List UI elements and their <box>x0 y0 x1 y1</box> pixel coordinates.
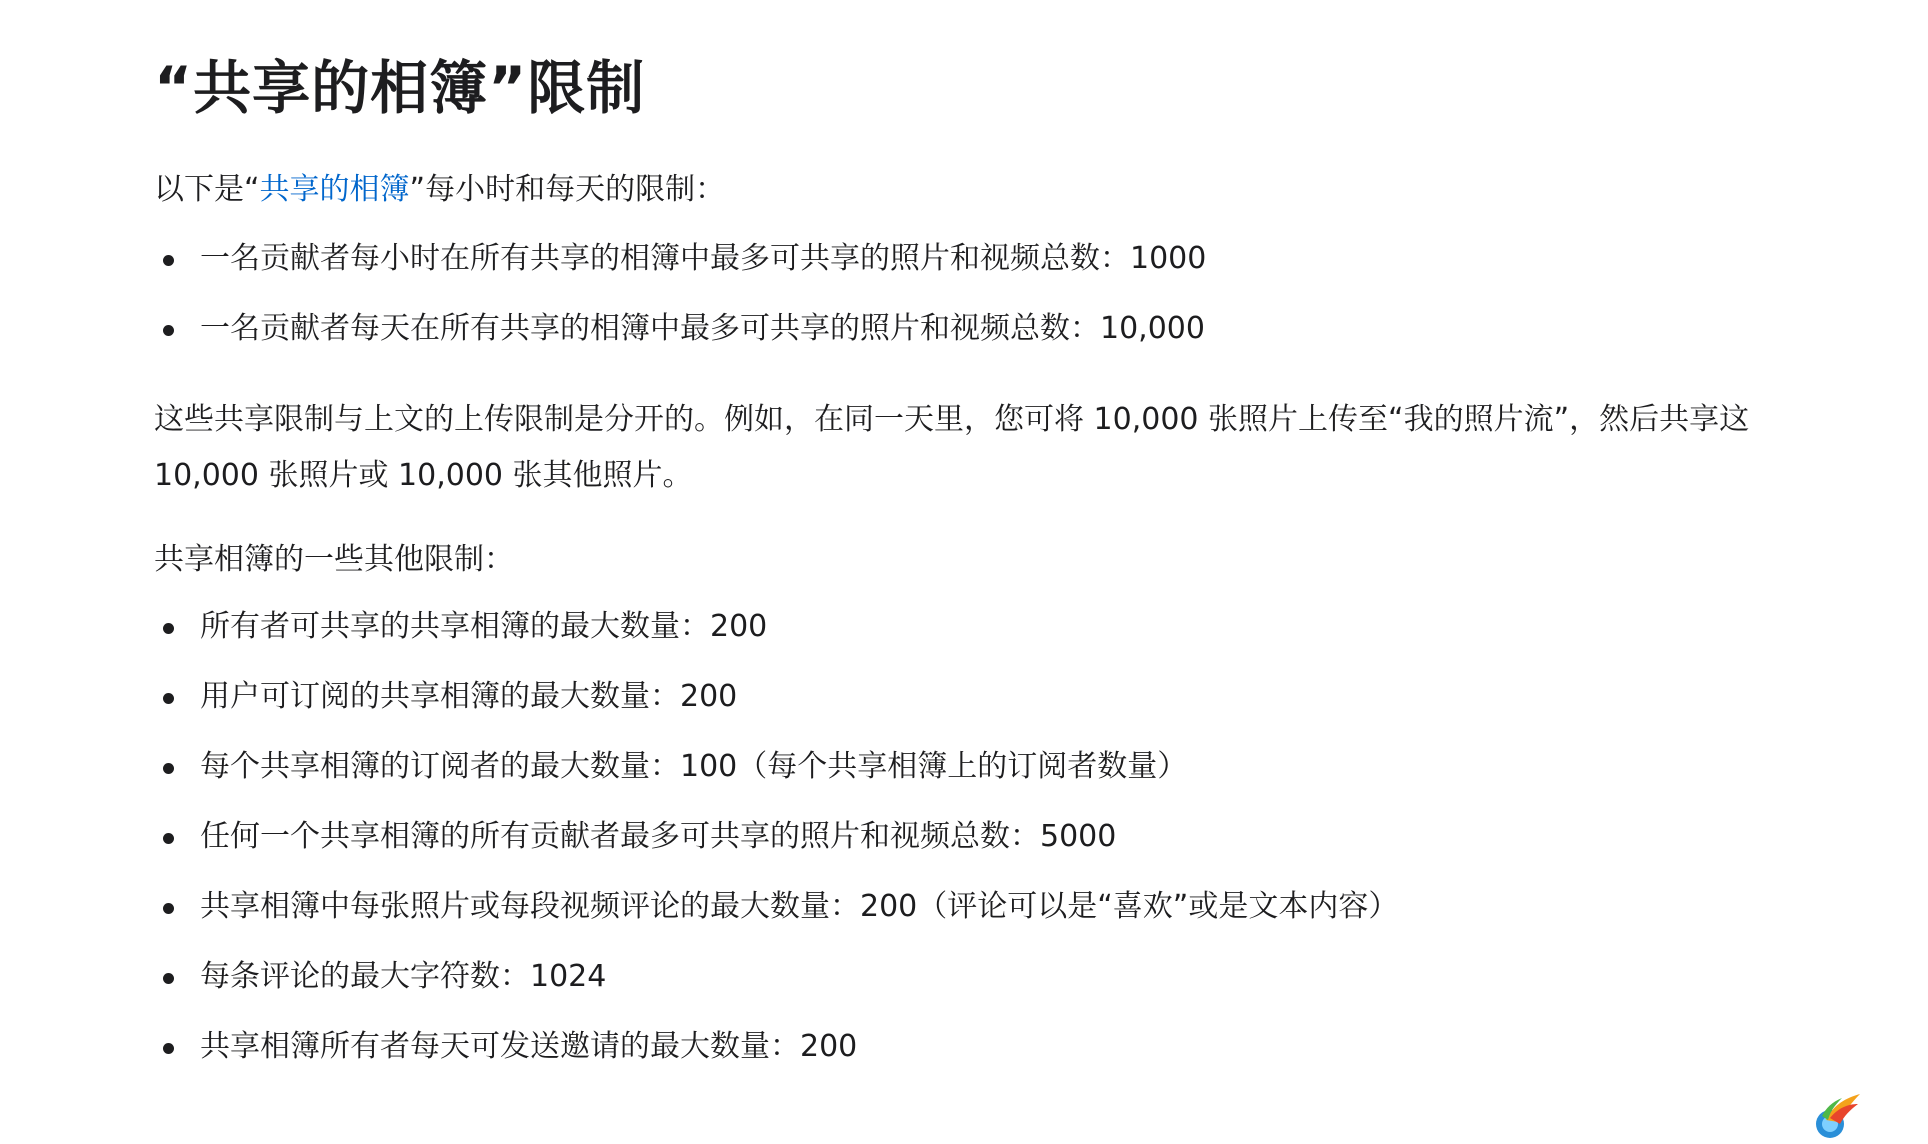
other-limits-list <box>154 592 1854 1082</box>
list-item: 一名贡献者每天在所有共享的相簿中最多可共享的照片和视频总数：10,000 <box>154 294 1854 364</box>
list-item: 一名贡献者每小时在所有共享的相簿中最多可共享的照片和视频总数：1000 <box>154 224 1854 294</box>
intro-suffix: ”每小时和每天的限制： <box>409 172 726 207</box>
note-paragraph: 这些共享限制与上文的上传限制是分开的。例如，在同一天里，您可将 10,000 张照片上传至“我的照片流”，然后共享这 10,000 张照片或 10,000 张其他照片。 <box>154 402 1750 493</box>
logo-icon <box>1812 1090 1864 1142</box>
article <box>154 50 1854 1082</box>
list-item: 每条评论的最大字符数：1024 <box>154 942 1854 1012</box>
list-item: 所有者可共享的共享相簿的最大数量：200 <box>154 592 1854 662</box>
upload-limits-list <box>154 224 1854 364</box>
shared-albums-link[interactable]: 共享的相簿 <box>259 172 410 207</box>
list-item: 共享相簿中每张照片或每段视频评论的最大数量：200（评论可以是“喜欢”或是文本内容） <box>154 872 1854 942</box>
list-item: 每个共享相簿的订阅者的最大数量：100（每个共享相簿上的订阅者数量） <box>154 732 1854 802</box>
intro-prefix: 以下是“ <box>154 172 260 207</box>
page-title: “共享的相簿”限制 <box>154 54 646 122</box>
list-item: 共享相簿所有者每天可发送邀请的最大数量：200 <box>154 1012 1854 1082</box>
intro-paragraph <box>154 162 1854 218</box>
other-limits-heading: 共享相簿的一些其他限制： <box>154 542 514 577</box>
list-item: 任何一个共享相簿的所有贡献者最多可共享的照片和视频总数：5000 <box>154 802 1854 872</box>
list-item: 用户可订阅的共享相簿的最大数量：200 <box>154 662 1854 732</box>
